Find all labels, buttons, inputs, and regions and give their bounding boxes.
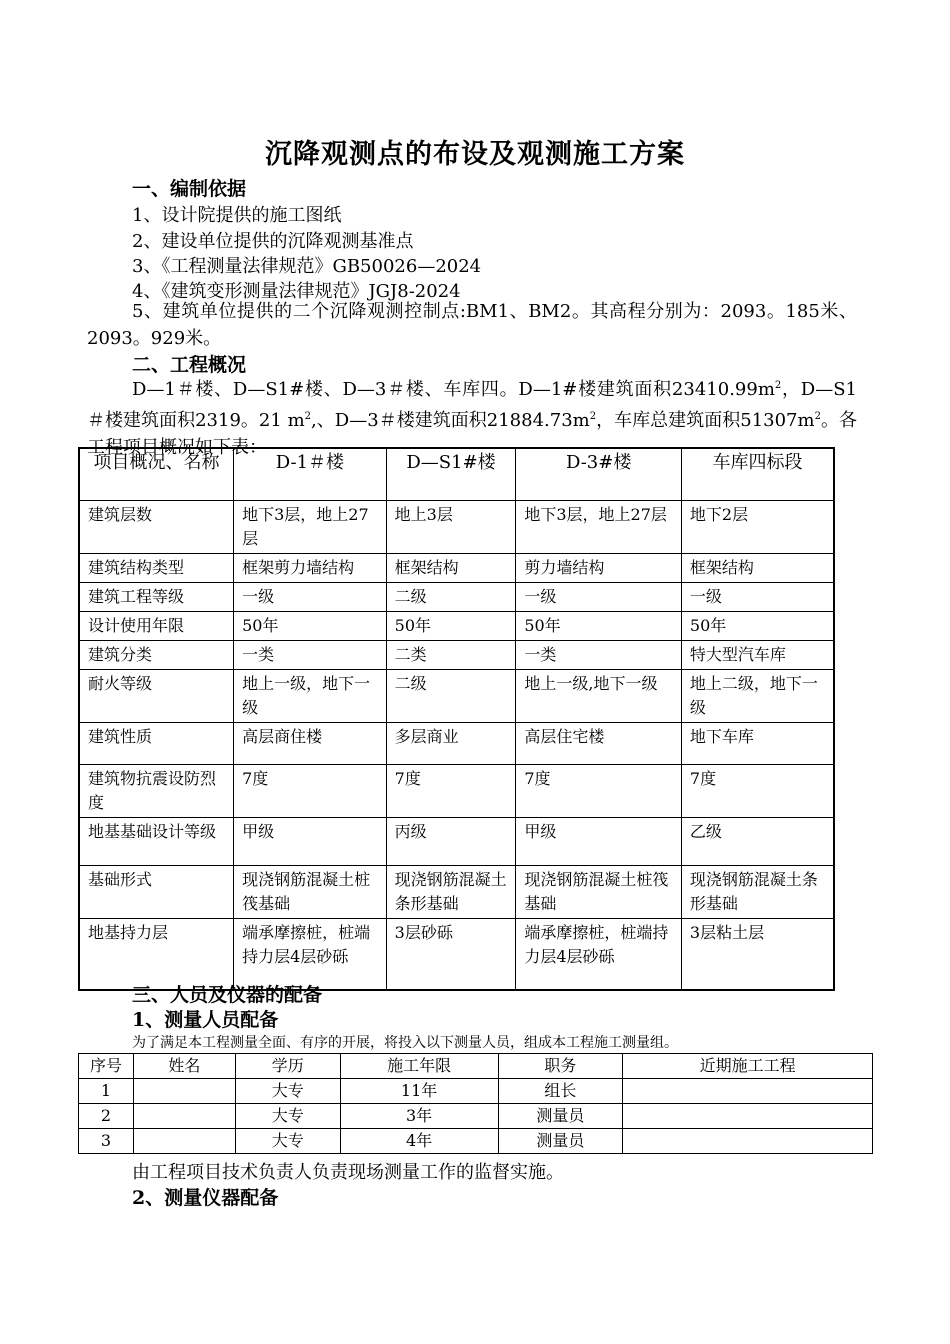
table-row	[79, 611, 834, 640]
header-cell: 序号	[79, 1054, 134, 1079]
staff-table	[78, 1053, 873, 1154]
table-cell: 3	[79, 1129, 134, 1154]
basis-item-1: 1、设计院提供的施工图纸	[132, 205, 342, 226]
table-row	[79, 817, 834, 865]
table-cell: 剪力墙结构	[516, 553, 682, 582]
table-cell	[133, 1104, 235, 1129]
table-cell: 大专	[235, 1129, 340, 1154]
basis-item-4: 4、《建筑变形测量法律规范》JGJ8-2024	[132, 281, 461, 302]
document-title: 沉降观测点的布设及观测施工方案	[265, 139, 685, 170]
table-cell	[623, 1129, 873, 1154]
table-row	[79, 582, 834, 611]
table-cell: 3层砂砾	[386, 918, 516, 990]
section-heading-staffing: 三、人员及仪器的配备	[132, 984, 323, 1006]
table-cell: 地下3层，地上27层	[234, 500, 387, 553]
header-cell: 姓名	[133, 1054, 235, 1079]
table-cell: 3年	[340, 1104, 498, 1129]
table-row	[79, 640, 834, 669]
project-overview-table	[78, 447, 835, 991]
table-cell	[133, 1129, 235, 1154]
table-cell: 甲级	[516, 817, 682, 865]
section-heading-basis: 一、编制依据	[132, 178, 247, 200]
table-cell: 高层商住楼	[234, 722, 387, 764]
header-cell: 职务	[498, 1054, 623, 1079]
table-cell: 2	[79, 1104, 134, 1129]
table-cell: 测量员	[498, 1129, 623, 1154]
table-cell	[133, 1079, 235, 1104]
unit-sup: 2	[589, 411, 597, 422]
header-cell: 施工年限	[340, 1054, 498, 1079]
table-cell: 特大型汽车库	[681, 640, 834, 669]
overview-text-b: ，D—S1＃楼建筑面积2319。21 m	[87, 379, 857, 431]
row-label-cell: 基础形式	[79, 865, 234, 918]
row-label-cell: 建筑物抗震设防烈度	[79, 764, 234, 817]
table-header-row	[79, 1054, 873, 1079]
table-cell: 现浇钢筋混凝土条形基础	[386, 865, 516, 918]
table-cell: 地上3层	[386, 500, 516, 553]
header-cell: 学历	[235, 1054, 340, 1079]
table-cell: 一级	[516, 582, 682, 611]
subheading-instruments: 2、测量仪器配备	[132, 1187, 279, 1209]
table-cell: 框架结构	[386, 553, 516, 582]
table-row	[79, 1079, 873, 1104]
table-cell: 地上一级,地下一级	[516, 669, 682, 722]
table-cell: 地上一级，地下一级	[234, 669, 387, 722]
overview-text-d: ，车库总建筑面积51307m	[596, 410, 815, 431]
unit-sup: 2	[304, 411, 312, 422]
row-label-cell: 建筑结构类型	[79, 553, 234, 582]
table-row	[79, 1129, 873, 1154]
unit-sup: 2	[814, 411, 821, 422]
row-label-cell: 耐火等级	[79, 669, 234, 722]
table-cell: 1	[79, 1079, 134, 1104]
table-cell: 地下3层，地上27层	[516, 500, 682, 553]
table-cell: 大专	[235, 1079, 340, 1104]
table-row	[79, 669, 834, 722]
row-label-cell: 设计使用年限	[79, 611, 234, 640]
table-cell: 现浇钢筋混凝土条形基础	[681, 865, 834, 918]
table-cell: 3层粘土层	[681, 918, 834, 990]
table-cell: 二类	[386, 640, 516, 669]
table-cell: 地下车库	[681, 722, 834, 764]
row-label-cell: 建筑性质	[79, 722, 234, 764]
row-label-cell: 建筑层数	[79, 500, 234, 553]
table-cell	[623, 1104, 873, 1129]
table-cell: 框架剪力墙结构	[234, 553, 387, 582]
table-cell: 二级	[386, 582, 516, 611]
table-cell: 一级	[234, 582, 387, 611]
table-cell: 一类	[516, 640, 682, 669]
section-heading-overview: 二、工程概况	[132, 354, 247, 376]
header-cell: D-1＃楼	[234, 448, 387, 500]
row-label-cell: 地基基础设计等级	[79, 817, 234, 865]
row-label-cell: 建筑分类	[79, 640, 234, 669]
basis-item-2: 2、建设单位提供的沉降观测基准点	[132, 231, 414, 252]
table-cell: 端承摩擦桩，桩端持力层4层砂砾	[234, 918, 387, 990]
subheading-staff: 1、测量人员配备	[132, 1009, 279, 1031]
table-cell: 50年	[516, 611, 682, 640]
table-cell: 50年	[386, 611, 516, 640]
table-row	[79, 865, 834, 918]
table-cell: 测量员	[498, 1104, 623, 1129]
overview-text-c: ,、D—3＃楼建筑面积21884.73m	[311, 410, 590, 431]
table-cell: 二级	[386, 669, 516, 722]
table-cell: 7度	[234, 764, 387, 817]
table-cell: 一类	[234, 640, 387, 669]
table-header-row	[79, 448, 834, 500]
table-cell: 多层商业	[386, 722, 516, 764]
table-cell: 50年	[234, 611, 387, 640]
header-cell: 车库四标段	[681, 448, 834, 500]
table-cell: 4年	[340, 1129, 498, 1154]
header-cell: D—S1#楼	[386, 448, 516, 500]
table-cell: 大专	[235, 1104, 340, 1129]
row-label-cell: 建筑工程等级	[79, 582, 234, 611]
table-row	[79, 553, 834, 582]
unit-sup: 2	[774, 380, 782, 391]
table-cell: 乙级	[681, 817, 834, 865]
basis-item-3: 3、《工程测量法律规范》GB50026—2024	[132, 256, 482, 277]
table-cell: 现浇钢筋混凝土桩筏基础	[234, 865, 387, 918]
table-cell: 甲级	[234, 817, 387, 865]
table-cell: 50年	[681, 611, 834, 640]
table-cell: 7度	[516, 764, 682, 817]
table-cell: 现浇钢筋混凝土桩筏基础	[516, 865, 682, 918]
overview-text-a: D—1＃楼、D—S1#楼、D—3＃楼、车库四。D—1#楼建筑面积23410.99m	[132, 379, 775, 400]
table-cell	[623, 1079, 873, 1104]
basis-item-5: 5、建筑单位提供的二个沉降观测控制点:BM1、BM2。其高程分别为：2093。185米、2093。929米。	[87, 301, 857, 349]
header-cell: D-3#楼	[516, 448, 682, 500]
table-cell: 7度	[681, 764, 834, 817]
table-cell: 高层住宅楼	[516, 722, 682, 764]
table-cell: 11年	[340, 1079, 498, 1104]
table-cell: 一级	[681, 582, 834, 611]
header-cell: 近期施工工程	[623, 1054, 873, 1079]
table-cell: 地上二级，地下一级	[681, 669, 834, 722]
table-cell: 地下2层	[681, 500, 834, 553]
table-cell: 7度	[386, 764, 516, 817]
table-cell: 端承摩擦桩，桩端持力层4层砂砾	[516, 918, 682, 990]
table-row	[79, 500, 834, 553]
table-row	[79, 722, 834, 764]
table-cell: 组长	[498, 1079, 623, 1104]
table-row	[79, 764, 834, 817]
table-cell: 丙级	[386, 817, 516, 865]
header-cell: 项目概况、名称	[79, 448, 234, 500]
table-row	[79, 1104, 873, 1129]
row-label-cell: 地基持力层	[79, 918, 234, 990]
table-cell: 框架结构	[681, 553, 834, 582]
overview-text-e: 。各工程项目概况如下表：	[87, 410, 857, 458]
supervision-note: 由工程项目技术负责人负责现场测量工作的监督实施。	[132, 1162, 564, 1183]
staff-note: 为了满足本工程测量全面、有序的开展，将投入以下测量人员，组成本工程施工测量组。	[132, 1035, 678, 1051]
